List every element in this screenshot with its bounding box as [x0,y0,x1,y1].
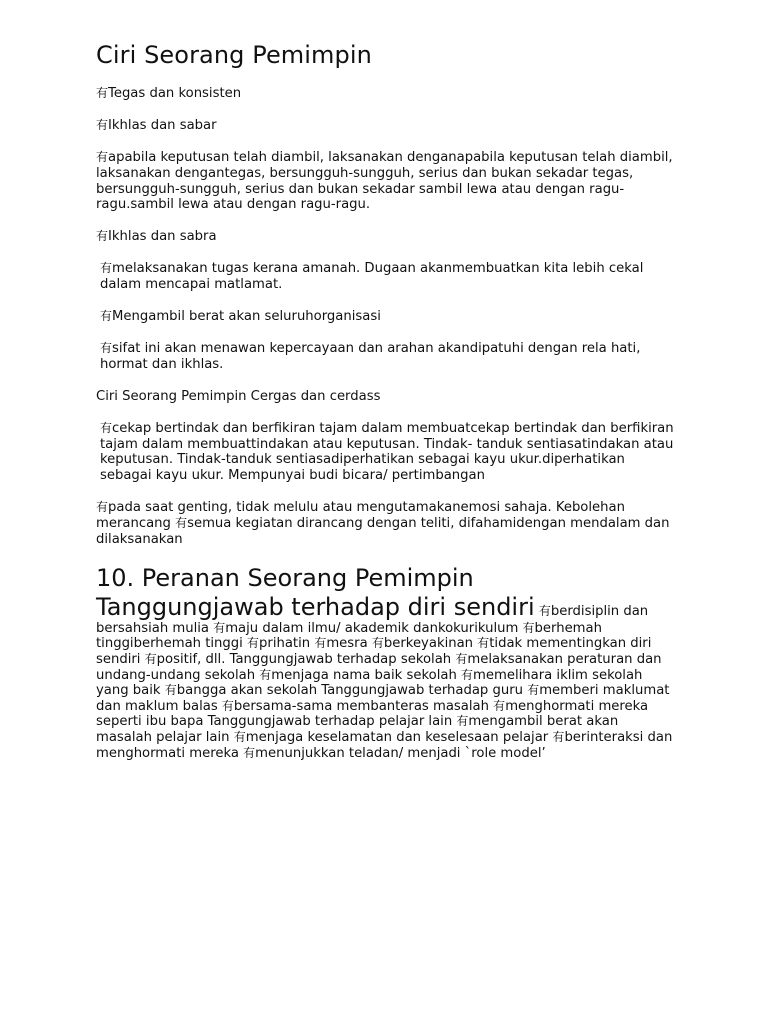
bullet-icon: 有 [96,86,109,100]
paragraph-p5 [96,261,678,293]
paragraph-text: Ciri Seorang Pemimpin Cergas dan cerdass [96,388,381,404]
paragraph-text: Mengambil berat akan seluruhorganisasi [112,309,381,325]
list-item-text: mesra [326,636,372,652]
paragraph-genting [96,500,678,547]
paragraph-text: melaksanakan tugas kerana amanah. Dugaan akanmembuatkan kita lebih cekal dalam mencapai matlamat. [100,261,644,293]
bullet-icon: 有 [100,341,113,356]
bullet-icon: 有 [455,652,468,666]
list-item-text: mengambil berat akan masalah pelajar lain [96,714,619,745]
bullet-icon: 有 [371,636,384,651]
paragraph-text: apabila keputusan telah diambil, laksanakan denganapabila keputusan telah diambil, laksanakan dengantegas, bersungguh-sungguh, serius dan bukan sekadar tegas, bersungguh-sungguh, serius dan bukan sekadar sambil lewa atau dengan ragu-ragu.sambil lewa atau dengan ragu-ragu. [96,149,673,213]
bullet-icon: 有 [175,516,188,531]
bullet-icon: 有 [527,683,540,698]
section-heading-peranan: 10. Peranan Seorang Pemimpin [96,563,474,592]
paragraph-text: cekap bertindak dan berfikiran tajam dalam membuatcekap bertindak dan berfikiran tajam dalam membuattindakan atau keputusan. Tindak- tanduk sentiasatindakan atau keputusan. Tindak-tanduk sentiasadiperhatikan sebagai kayu ukur.diperhatikan sebagai kayu ukur. Mempunyai budi bicara/ pertimbangan [100,420,674,484]
bullet-icon: 有 [552,729,565,744]
bullet-icon: 有 [461,667,474,682]
bullet-icon: 有 [259,667,272,682]
paragraph-p7 [96,341,678,373]
bullet-icon: 有 [247,636,260,651]
bullet-icon: 有 [144,652,157,666]
list-item-text: memberi maklumat dan maklum balas [96,683,670,714]
bullet-icon: 有 [164,683,177,698]
paragraph-text: Ikhlas dan sabar [108,117,217,133]
bullet-icon: 有 [493,698,506,713]
list-item-text: berinteraksi dan menghormati mereka [96,729,673,761]
paragraph-text: Tegas dan konsisten [108,86,242,101]
list-item-text: bangga akan sekolah Tanggungjawab terhadap guru [176,683,528,699]
bullet-icon: 有 [96,500,109,515]
list-item-text: maju dalam ilmu/ akademik dankokurikulum [225,620,523,636]
list-item-text: menghormati mereka seperti ibu bapa Tanggungjawab terhadap pelajar lain [96,698,649,730]
section-body-tanggungjawab [96,593,678,761]
bullet-icon: 有 [96,229,109,244]
bullet-icon: 有 [213,620,226,635]
list-item-text: memelihara iklim sekolah yang baik [96,667,643,699]
bullet-icon: 有 [314,636,327,651]
bullet-icon: 有 [96,117,109,132]
paragraph-p9 [96,421,678,484]
list-item-text: menjaga nama baik sekolah [271,667,462,683]
list-item-text: bersama-sama membanteras masalah [233,698,494,714]
list-item-text: menunjukkan teladan/ menjadi `role model’ [255,745,546,761]
paragraph-p8 [96,389,678,405]
list-item-text: berhemah tinggiberhemah tinggi [96,620,602,652]
bullet-icon: 有 [96,149,109,164]
paragraph-text: sifat ini akan menawan kepercayaan dan arahan akandipatuhi dengan rela hati, hormat dan ikhlas. [100,341,641,372]
bullet-icon: 有 [538,603,551,618]
bullet-icon: 有 [456,714,469,729]
list-item-text: menjaga keselamatan dan keselesaan pelajar [245,729,553,745]
document-title: Ciri Seorang Pemimpin [96,41,372,69]
document-page [96,40,678,761]
section-subheading-diri-sendiri: Tanggungjawab terhadap diri sendiri [96,592,535,621]
bullet-icon: 有 [100,261,113,276]
bullet-icon: 有 [243,745,256,760]
bullet-icon: 有 [100,309,113,324]
list-item-text: positif, dll. Tanggungjawab terhadap sekolah [156,652,456,667]
paragraph-p6 [96,309,678,325]
paragraph-p4 [96,229,678,245]
paragraph-text: pada saat genting, tidak melulu atau mengutamakanemosi sahaja. Kebolehan merancang [96,500,625,532]
list-item-text: prihatin [259,636,315,652]
list-item-text: berkeyakinan [383,636,478,652]
paragraph-text: semua kegiatan dirancang dengan teliti, difahamidengan mendalam dan dilaksanakan [96,516,670,547]
list-item-text: berdisiplin dan bersahsiah mulia [96,603,649,636]
bullet-icon: 有 [522,620,535,635]
bullet-icon: 有 [477,636,490,651]
list-item-text: melaksanakan peraturan dan undang-undang sekolah [96,652,662,683]
paragraph-list [96,86,678,484]
section-peranan [96,564,678,761]
bullet-icon: 有 [100,420,113,435]
bullet-icon: 有 [221,698,234,713]
bullet-icon: 有 [233,729,246,744]
paragraph-p3 [96,150,678,213]
paragraph-p1 [96,86,678,102]
paragraph-text: Ikhlas dan sabra [108,229,217,245]
paragraph-p2 [96,118,678,134]
list-item-text: tidak mementingkan diri sendiri [96,636,652,667]
